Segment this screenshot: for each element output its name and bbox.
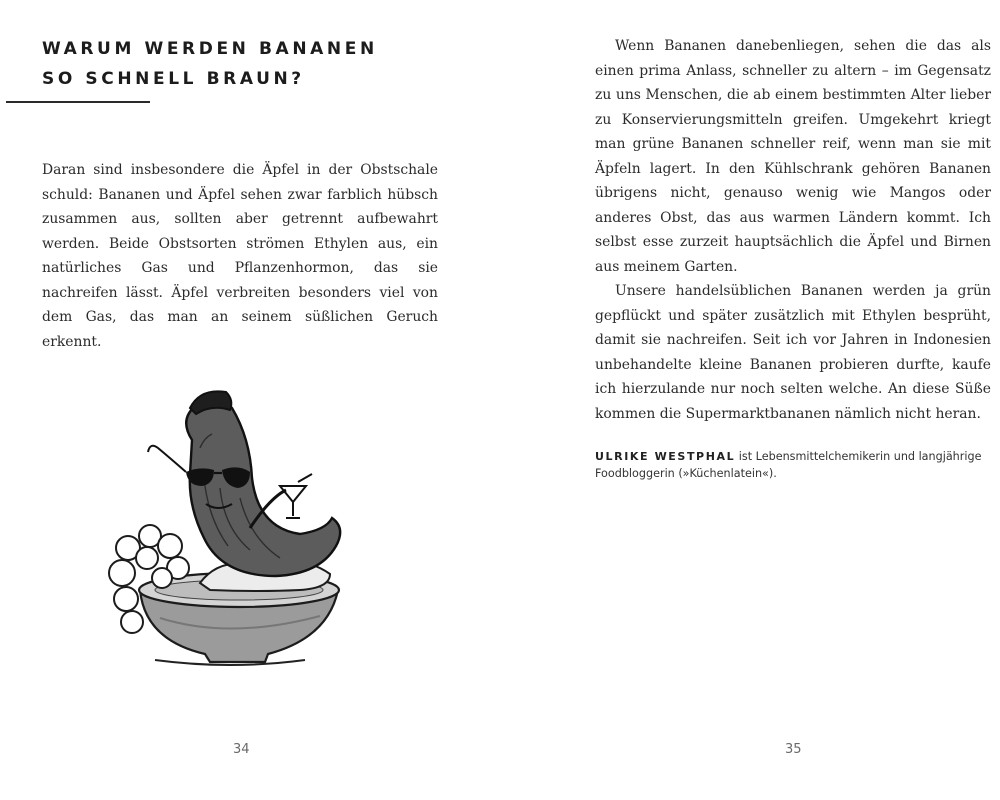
right-column [595, 34, 991, 426]
left-column [42, 158, 438, 354]
page-number-left: 34 [233, 742, 250, 757]
page-number-right: 35 [785, 742, 802, 757]
right-paragraph-1: Wenn Bananen danebenliegen, sehen die das als einen prima Anlass, schneller zu altern – im Gegensatz zu uns Menschen, die ab einem bestimmten Alter lieber zu Konservierungsmitteln greifen. Umgekehrt kriegt man grüne Bananen schneller reif, wenn man sie mit Äpfeln lagert. In den Kühlschrank gehören Bananen übrigens nicht, genauso wenig wie Mangos oder anderes Obst, das aus warmen Ländern kommt. Ich selbst esse zurzeit hauptsächlich die Äpfel und Birnen aus meinem Garten. [595, 38, 991, 275]
author-description: ist Lebensmittelchemikerin und langjährige Foodbloggerin (»Küchenlatein«). [595, 450, 982, 480]
right-paragraph-2: Unsere handelsüblichen Bananen werden ja grün gepflückt und später zusätzlich mit Ethylen besprüht, damit sie nachreifen. Seit ich vor Jahren in Indonesien unbehandelte kleine Bananen probieren durfte, kaufe ich hierzulande nur noch selten welche. An diese Süße kommen die Supermarktbananen nämlich nicht heran. [595, 283, 991, 422]
heading-line-2: SO SCHNELL BRAUN? [42, 69, 305, 89]
author-bio [595, 448, 995, 482]
left-paragraph: Daran sind insbesondere die Äpfel in der Obstschale schuld: Bananen und Äpfel sehen zwar farblich hübsch zusammen aus, sollten aber getrennt aufbewahrt werden. Beide Obstsorten strömen Ethylen aus, ein natürliches Gas und Pflanzenhormon, das sie nachreifen lässt. Äpfel verbreiten besonders viel von dem Gas, das man an seinem süßlichen Geruch erkennt. [42, 162, 438, 350]
author-name: ULRIKE WESTPHAL [595, 450, 736, 463]
cocktail-glass-icon [280, 474, 312, 518]
heading-rule [6, 101, 150, 103]
banana-body [186, 399, 340, 576]
chapter-heading [42, 34, 462, 94]
heading-line-1: WARUM WERDEN BANANEN [42, 39, 378, 59]
banana-in-fruit-bowl-illustration [100, 378, 370, 678]
